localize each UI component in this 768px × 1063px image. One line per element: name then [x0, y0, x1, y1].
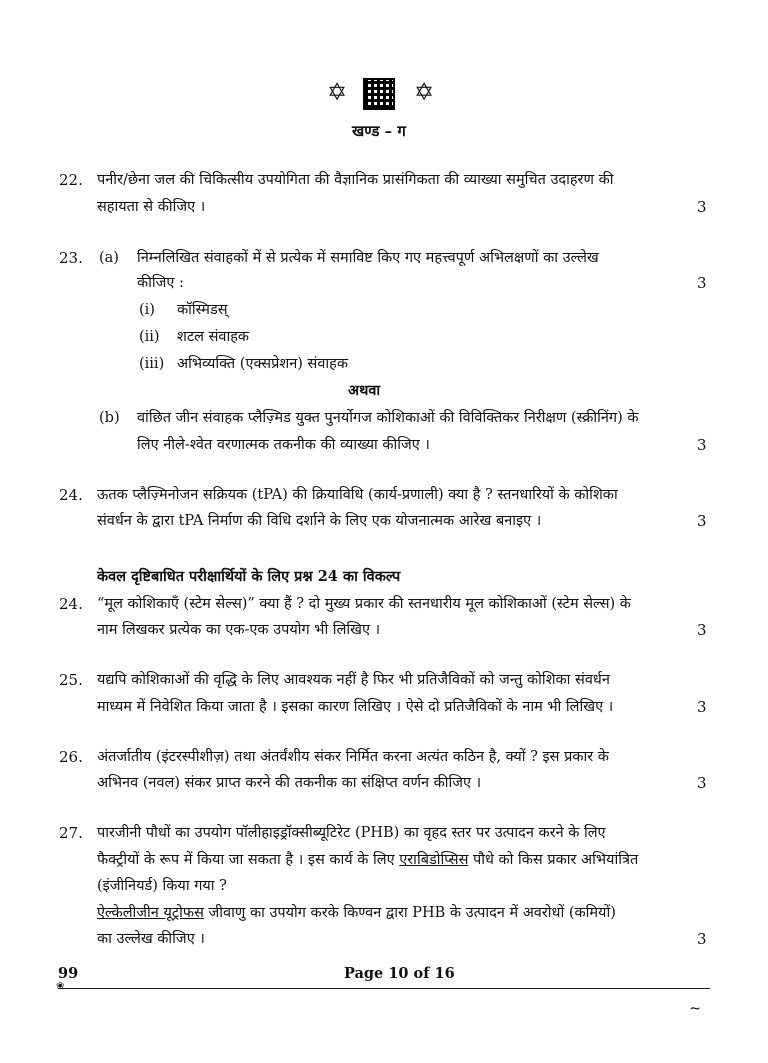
q23b-line1: वांछित जीन संवाहक प्लैज़्मिड युक्त पुनर्योगज कोशिकाओं की विविक्तिकर निरीक्षण (स्क्रीनिंग) के	[137, 410, 639, 426]
q27-line4-underlined: ऐल्केलीजीन यूट्रोफस	[97, 905, 204, 921]
q25-marks: 3	[697, 698, 707, 716]
q25-line1: यद्यपि कोशिकाओं की वृद्धि के लिए आवश्यक नहीं है फिर भी प्रतिजैविकों को जन्तु कोशिका संवर्धन	[97, 672, 610, 688]
star-of-david-icon-left: ✡	[327, 78, 348, 106]
q22-line1: पनीर/छेना जल की चिकित्सीय उपयोगिता की वैज्ञानिक प्रासंगिकता की व्याख्या समुचित उदाहरण की	[97, 172, 614, 188]
q23b-line2: लिए नीले-श्वेत वरणात्मक तकनीक की व्याख्या कीजिए ।	[137, 437, 430, 453]
qr-code-icon	[363, 78, 395, 110]
q23-item-label: (ii)	[139, 329, 160, 345]
q25-number: 25.	[59, 671, 83, 689]
q23-item-label: (iii)	[139, 356, 165, 372]
section-title: खण्ड – ग	[352, 122, 406, 140]
q23-item-text: कॉस्मिडस्	[177, 302, 228, 318]
q27-line2-underlined: एराबिडोप्सिस	[399, 852, 469, 868]
q23a-label: (a)	[99, 250, 119, 266]
q27-line2-b: पौधे को किस प्रकार अभियांत्रित	[468, 852, 639, 868]
q23a-line1: निम्नलिखित संवाहकों में से प्रत्येक में समाविष्ट किए गए महत्त्वपूर्ण अभिलक्षणों का उल्लेख	[137, 250, 599, 266]
footer-ornament-icon: ❀	[56, 981, 65, 992]
q23b-marks: 3	[697, 436, 707, 454]
paper-code: 99	[58, 965, 79, 982]
q27-number: 27.	[59, 824, 83, 842]
q26-line2: अभिनव (नवल) संकर प्राप्त करने की तकनीक का संक्षिप्त वर्णन कीजिए ।	[97, 775, 482, 791]
q23-item-text: अभिव्यक्ति (एक्सप्रेशन) संवाहक	[177, 356, 348, 372]
q27-line2	[97, 849, 638, 871]
q23-number: 23.	[59, 249, 83, 267]
q24-line2: संवर्धन के द्वारा tPA निर्माण की विधि दर्शाने के लिए एक योजनात्मक आरेख बनाइए ।	[97, 513, 542, 529]
visually-impaired-alt-heading: केवल दृष्टिबाधित परीक्षार्थियों के लिए प्रश्न 24 का विकल्प	[97, 568, 401, 585]
footer-divider	[58, 988, 710, 989]
q27-line3: (इंजीनियर्ड) किया गया ?	[97, 878, 227, 894]
q24-marks: 3	[697, 512, 707, 530]
q23a-marks: 3	[697, 274, 707, 292]
q27-line1: पारजीनी पौधों का उपयोग पॉलीहाइड्रॉक्सीब्यूटिरेट (PHB) का वृहद स्तर पर उत्पादन करने के लिए	[97, 825, 606, 841]
q27-marks: 3	[697, 930, 707, 948]
q23-item-label: (i)	[139, 302, 155, 318]
q24alt-line2: नाम लिखकर प्रत्येक का एक-एक उपयोग भी लिखिए ।	[97, 622, 381, 638]
q24alt-line1: “मूल कोशिकाएँ (स्टेम सेल्स)” क्या हैं ? दो मुख्य प्रकार की स्तनधारीय मूल कोशिकाओं (स्टेम सेल्स) के	[97, 596, 631, 612]
q24-number: 24.	[59, 486, 83, 504]
q22-line2: सहायता से कीजिए ।	[97, 199, 206, 215]
q27-line5: का उल्लेख कीजिए ।	[97, 931, 205, 947]
q27-line2-a: फैक्ट्रीयों के रूप में किया जा सकता है । इस कार्य के लिए	[97, 852, 400, 868]
star-of-david-icon-right: ✡	[414, 78, 435, 106]
q23b-label: (b)	[99, 410, 120, 426]
q22-marks: 3	[697, 198, 707, 216]
footer-tilde: ~	[689, 1001, 702, 1017]
q23-item-text: शटल संवाहक	[177, 329, 250, 345]
q24alt-marks: 3	[697, 621, 707, 639]
q24alt-number: 24.	[59, 595, 83, 613]
q23-or-divider: अथवा	[348, 382, 381, 399]
q27-line4-b: जीवाणु का उपयोग करके किण्वन द्वारा PHB के उत्पादन में अवरोधों (कमियों)	[203, 905, 616, 921]
page-number: Page 10 of 16	[344, 965, 455, 982]
q23a-line2: कीजिए :	[137, 275, 184, 291]
q22-number: 22.	[59, 171, 83, 189]
q25-line2: माध्यम में निवेशित किया जाता है । इसका कारण लिखिए । ऐसे दो प्रतिजैविकों के नाम भी लिखिए ।	[97, 699, 614, 715]
q24-line1: ऊतक प्लैज़्मिनोजन सक्रियक (tPA) की क्रियाविधि (कार्य-प्रणाली) क्या है ? स्तनधारियों के कोशिका	[97, 487, 618, 503]
q26-line1: अंतर्जातीय (इंटरस्पीशीज़) तथा अंतर्वंशीय संकर निर्मित करना अत्यंत कठिन है, क्यों ? इस प्रकार के	[97, 749, 609, 765]
q27-line4	[97, 902, 616, 924]
q26-number: 26.	[59, 748, 83, 766]
q26-marks: 3	[697, 774, 707, 792]
